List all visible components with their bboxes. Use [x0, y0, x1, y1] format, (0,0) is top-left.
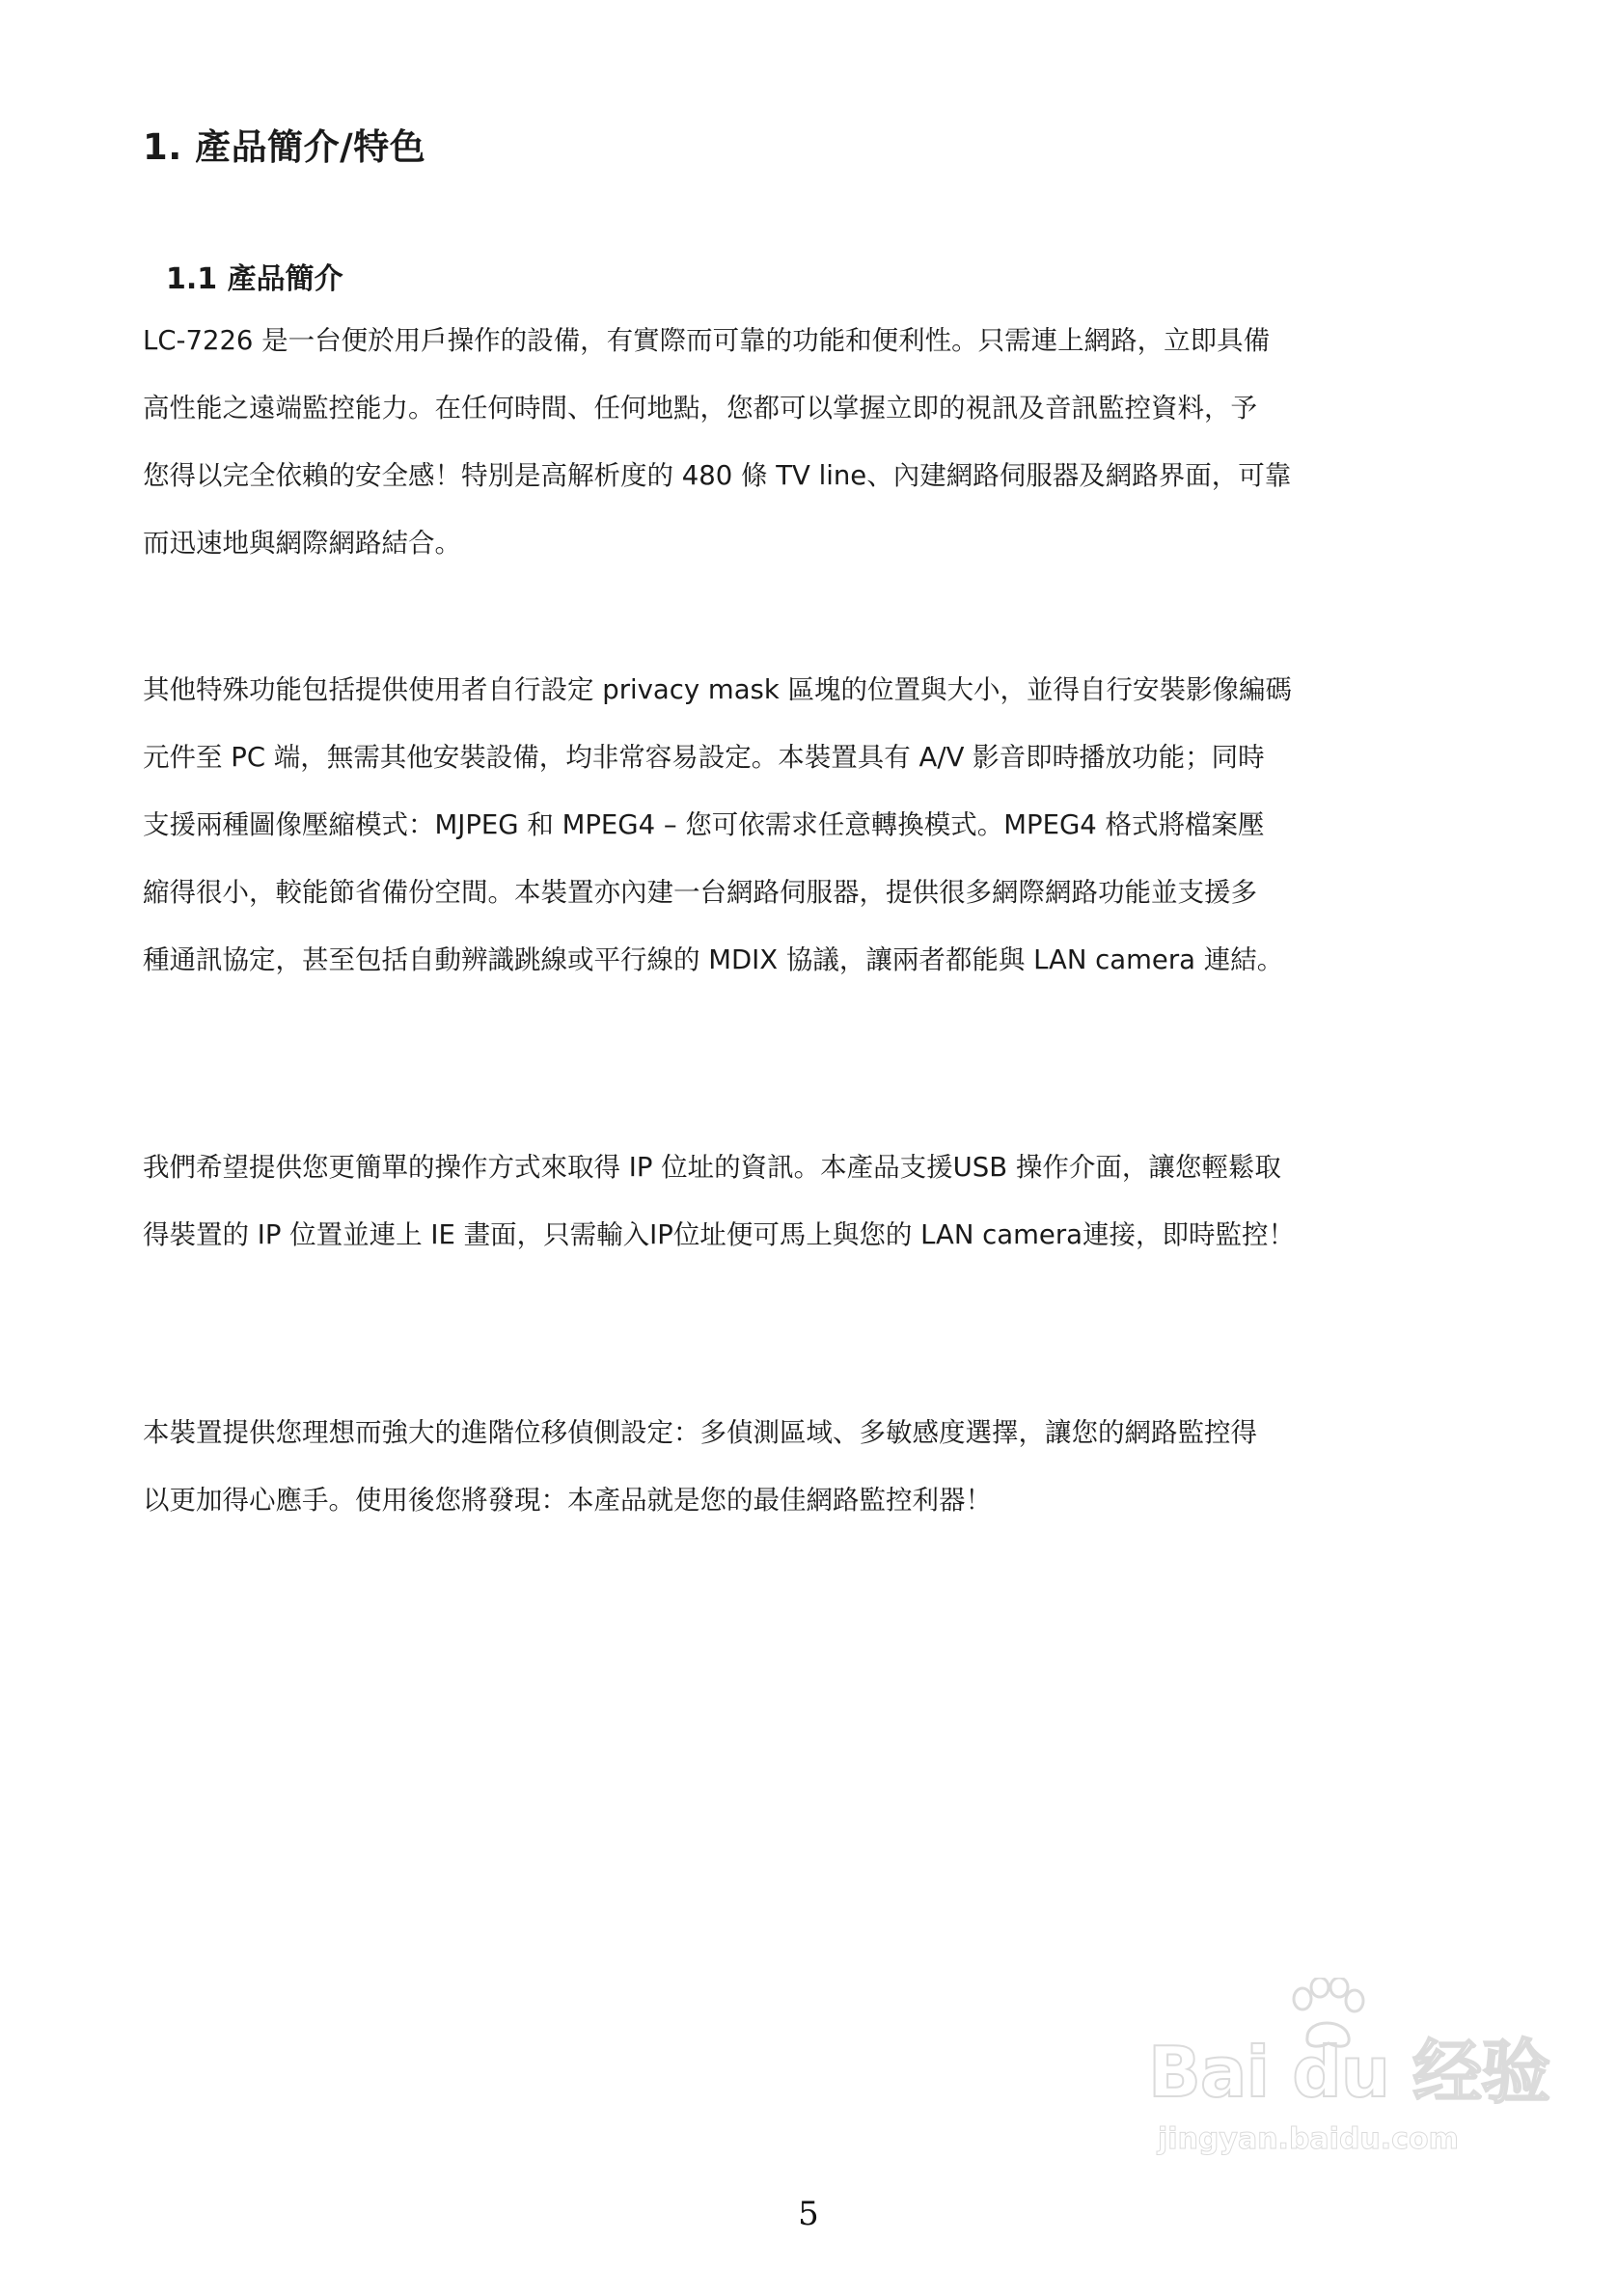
paragraph-line: 而迅速地與網際網路結合。	[143, 528, 461, 559]
paragraph-features	[143, 656, 1474, 994]
paragraph-line: 本裝置提供您理想而強大的進階位移偵側設定：多偵測區域、多敏感度選擇，讓您的網路監控得	[143, 1417, 1257, 1448]
paragraph-line: 支援兩種圖像壓縮模式：MJPEG 和 MPEG4 – 您可依需求任意轉換模式。MPEG4 格式將檔案壓	[143, 809, 1265, 840]
paragraph-motion-detection	[143, 1399, 1474, 1534]
watermark-logo-text: Bai du 经验	[1148, 2032, 1550, 2113]
paragraph-line: 我們希望提供您更簡單的操作方式來取得 IP 位址的資訊。本產品支援USB 操作介面，讓您輕鬆取	[143, 1152, 1281, 1183]
paragraph-line: LC-7226 是一台便於用戶操作的設備，有實際而可靠的功能和便利性。只需連上網路，立即具備	[143, 325, 1271, 356]
page-number: 5	[798, 2195, 819, 2233]
paragraph-usb	[143, 1134, 1474, 1269]
section-heading: 1. 產品簡介/特色	[143, 126, 426, 168]
watermark-url: jingyan.baidu.com	[1158, 2122, 1459, 2156]
paragraph-line: 縮得很小，較能節省備份空間。本裝置亦內建一台網路伺服器，提供很多網際網路功能並支援多	[143, 877, 1257, 908]
paragraph-line: 您得以完全依賴的安全感！特別是高解析度的 480 條 TV line、內建網路伺服器及網路界面，可靠	[143, 460, 1292, 491]
baidu-watermark	[1148, 1978, 1550, 2161]
subsection-heading: 1.1 產品簡介	[166, 262, 343, 296]
paragraph-intro	[143, 307, 1474, 577]
paragraph-line: 元件至 PC 端，無需其他安裝設備，均非常容易設定。本裝置具有 A/V 影音即時播放功能；同時	[143, 742, 1265, 773]
paragraph-line: 以更加得心應手。使用後您將發現：本產品就是您的最佳網路監控利器！	[143, 1485, 992, 1516]
paragraph-line: 高性能之遠端監控能力。在任何時間、任何地點，您都可以掌握立即的視訊及音訊監控資料，予	[143, 393, 1257, 424]
paragraph-line: 得裝置的 IP 位置並連上 IE 畫面，只需輸入IP位址便可馬上與您的 LAN camera連接，即時監控！	[143, 1219, 1295, 1250]
paragraph-line: 種通訊協定，甚至包括自動辨識跳線或平行線的 MDIX 協議，讓兩者都能與 LAN camera 連結。	[143, 944, 1284, 975]
paragraph-line: 其他特殊功能包括提供使用者自行設定 privacy mask 區塊的位置與大小，並得自行安裝影像編碼	[143, 674, 1293, 705]
